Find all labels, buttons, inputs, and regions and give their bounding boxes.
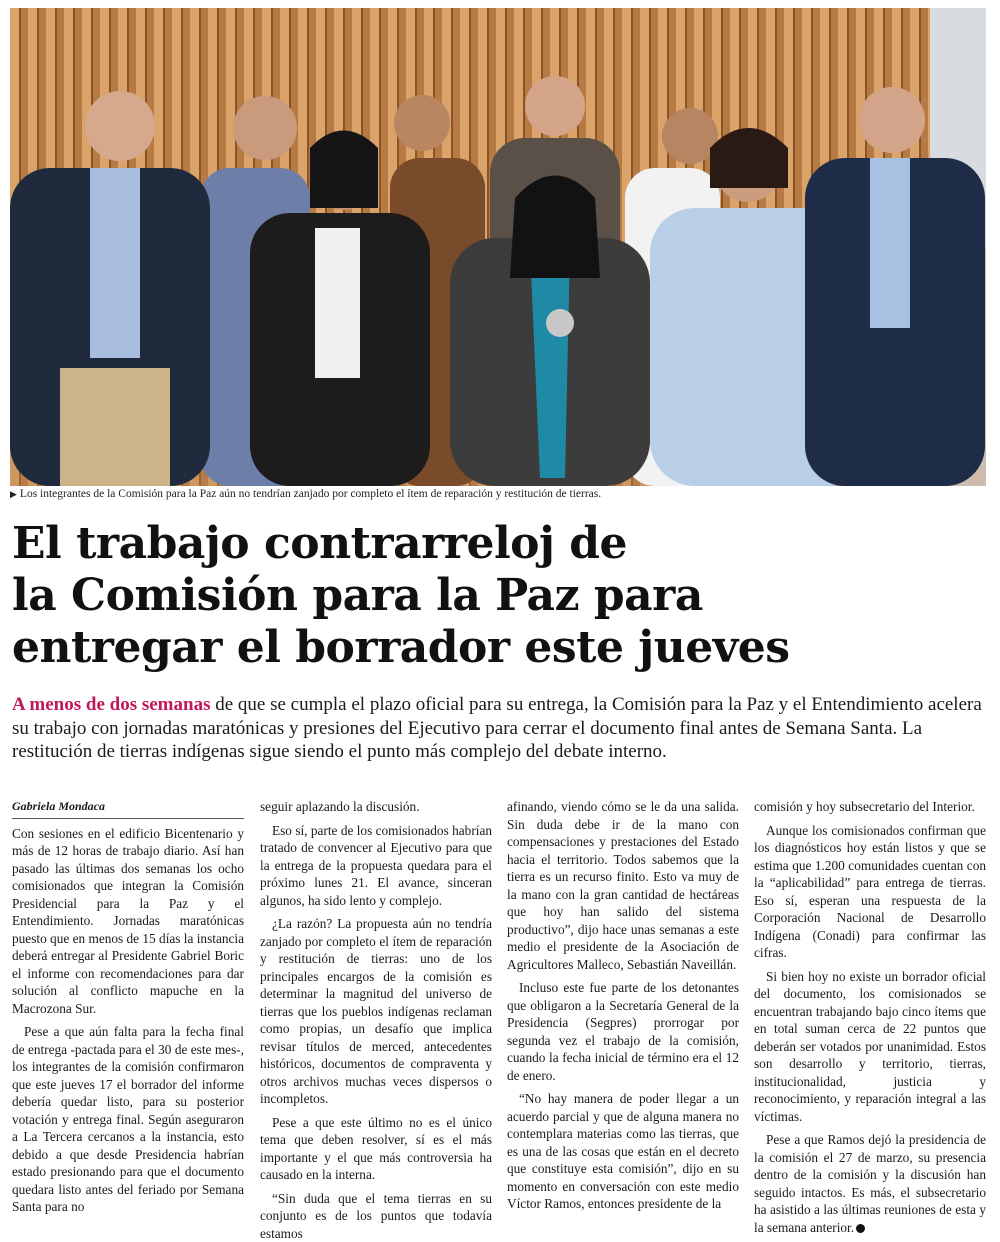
- group-photo: [10, 8, 986, 486]
- byline: Gabriela Mondaca: [12, 798, 244, 819]
- column-4: [754, 798, 986, 1236]
- paragraph-last-text: Pese a que Ramos dejó la presidencia de la comisión el 27 de marzo, su presencia dentro de la comisión y la discusión han seguido intactos. Es más, el subsecretario ha asistido a las últimas reuniones de esta y la semana anterior.: [754, 1132, 986, 1235]
- paragraph: Con sesiones en el edificio Bicentenario y más de 12 horas de trabajo diario. Así han pasado las últimas dos semanas los ocho comisionados que integran la Comisión Presidencial para la Paz y el Entendimiento. Jornadas maratónicas puesto que en menos de 15 días la instancia deberá entregar al Presidente Gabriel Boric el informe con recomendaciones para dar solución al conflicto mapuche en la Macrozona Sur.: [12, 825, 244, 1018]
- column-2: [260, 798, 492, 1242]
- column-1: [12, 798, 244, 1216]
- photo-caption: [10, 488, 990, 500]
- paragraph: comisión y hoy subsecretario del Interior.: [754, 798, 986, 816]
- column-3: [507, 798, 739, 1213]
- paragraph: Si bien hoy no existe un borrador oficial del documento, los comisionados se encuentran trabajando bajo cinco ítems que en total suman cerca de 22 puntos que deberán ser votados por unanimidad. Estos son desarrollo y territorio, tierras, institucionalidad, justicia y reconocimiento, y reparación integral a las víctimas.: [754, 968, 986, 1126]
- paragraph: “Sin duda que el tema tierras en su conjunto es de los puntos que todavía estamos: [260, 1190, 492, 1242]
- paragraph: seguir aplazando la discusión.: [260, 798, 492, 816]
- lede-kicker: A menos de dos semanas: [12, 694, 210, 715]
- paragraph: “No hay manera de poder llegar a un acuerdo parcial y que de alguna manera no contemplara materias como las tierras, que es una de las cosas que están en el decreto que constituye esta comisión”, dijo en su momento en conversación con este medio Víctor Ramos, entonces presidente de la: [507, 1090, 739, 1213]
- caption-marker-icon: ▶: [10, 489, 17, 499]
- headline-line-3: entregar el borrador este jueves: [12, 622, 790, 673]
- paragraph: Pese a que este último no es el único tema que deben resolver, sí es el más importante y el que más controversia ha causado en la interna.: [260, 1114, 492, 1184]
- headline: [12, 518, 982, 674]
- paragraph: Eso sí, parte de los comisionados habrían tratado de convencer al Ejecutivo para que la entrega de la propuesta quedara para el próximo lunes 21. El avance, sinceran algunos, ha sido lento y complejo.: [260, 822, 492, 910]
- caption-text: Los integrantes de la Comisión para la Paz aún no tendrían zanjado por completo el ítem de reparación y restitución de tierras.: [20, 488, 601, 500]
- headline-line-1: El trabajo contrarreloj de: [12, 518, 627, 569]
- paragraph: afinando, viendo cómo se le da una salida. Sin duda debe ir de la mano con compensaciones y prestaciones del Estado hacia el territorio. Todos sabemos que la tierra es un recurso finito. Esto va muy de la mano con la gran cantidad de hectáreas que hoy han salido del sistema productivo”, dijo hace unas semanas a este medio el presidente de la Asociación de Agricultores Malleco, Sebastián Naveillán.: [507, 798, 739, 973]
- paragraph: Pese a que aún falta para la fecha final de entrega -pactada para el 30 de este mes-, los integrantes de la comisión confirmaron que este jueves 17 el borrador del informe debería quedar listo, para su posterior votación y entrega final. Según aseguraron a La Tercera cercanos a la instancia, esto debido a que desde Presidencia habrían estado presionando para que el documento quedara listo antes del feriado por Semana Santa para no: [12, 1023, 244, 1216]
- lede: [12, 693, 987, 764]
- paragraph-last: [754, 1131, 986, 1236]
- lede-text: de que se cumpla el plazo oficial para su entrega, la Comisión para la Paz y el Entendimiento acelera su trabajo con jornadas maratónicas y presiones del Ejecutivo para cerrar el documento final antes de Semana Santa. La restitución de tierras indígenas sigue siendo el punto más complejo del debate interno.: [12, 694, 982, 762]
- paragraph: Aunque los comisionados confirman que los diagnósticos hoy están listos y que se estima que 1.200 comunidades cuentan con la “aplicabilidad” para entrega de tierras. Eso sí, esperan una respuesta de la Corporación Nacional de Desarrollo Indígena (Conadi) para confirmar las cifras.: [754, 822, 986, 962]
- paragraph: ¿La razón? La propuesta aún no tendría zanjado por completo el ítem de reparación y restitución de tierras: uno de los principales encargos de la comisión es determinar la magnitud del universo de tierras que los pueblos indígenas reclaman como propias, un desafío que implica revisar títulos de merced, antecedentes históricos, documentos de compraventa y otros archivos muchas veces dispersos o incompletos.: [260, 915, 492, 1108]
- paragraph: Incluso este fue parte de los detonantes que obligaron a la Secretaría General de la Presidencia (Segpres) prorrogar por segunda vez el trabajo de la comisión, cuando la fecha inicial de término era el 12 de enero.: [507, 979, 739, 1084]
- end-of-article-icon: [856, 1224, 865, 1233]
- headline-line-2: la Comisión para la Paz para: [12, 570, 703, 621]
